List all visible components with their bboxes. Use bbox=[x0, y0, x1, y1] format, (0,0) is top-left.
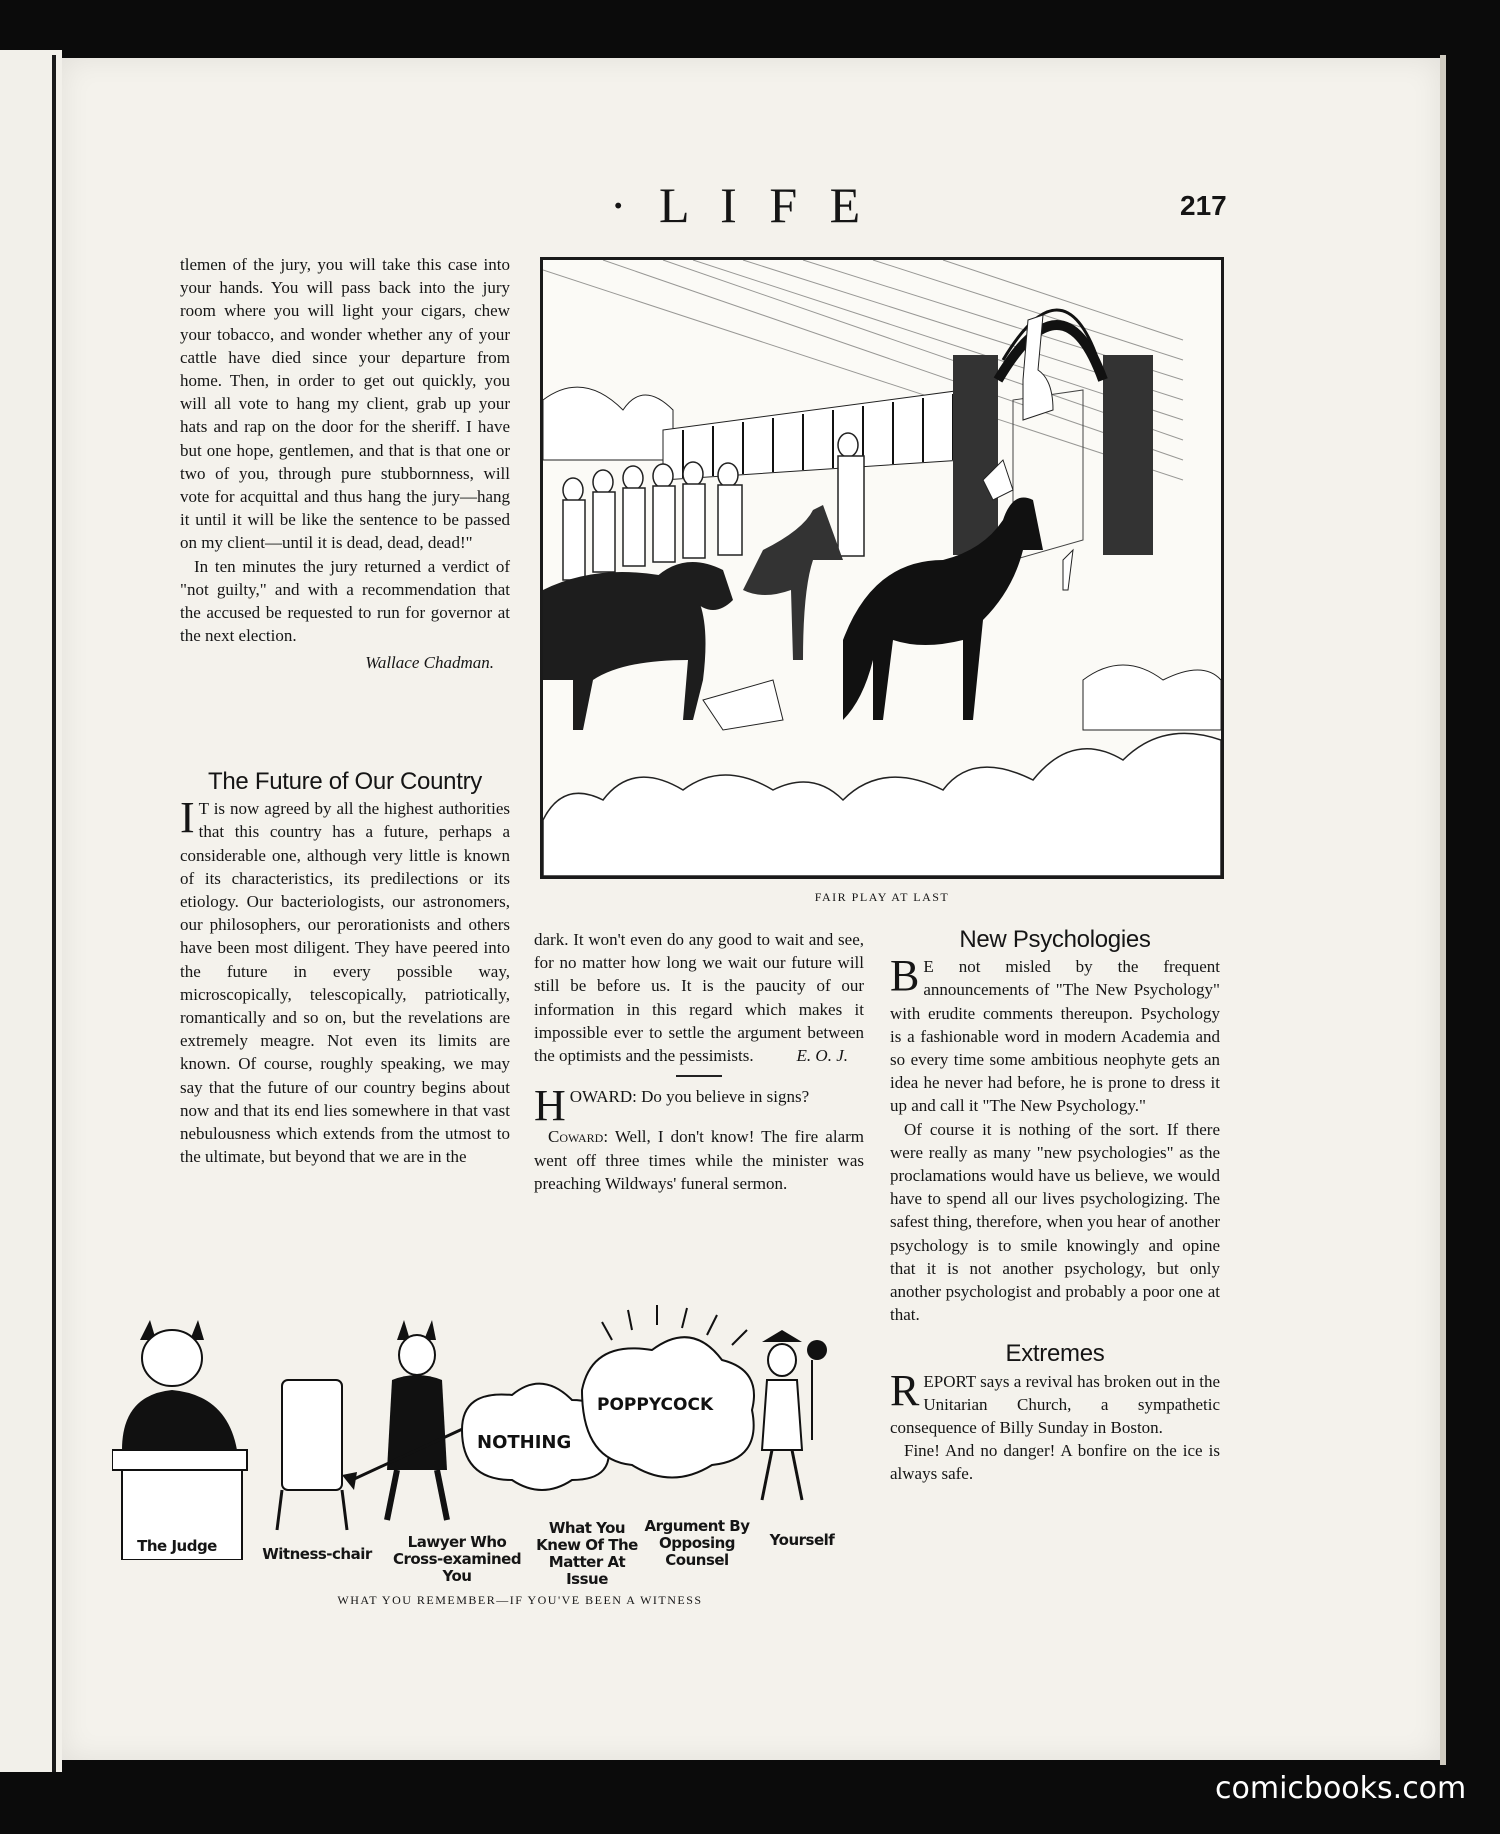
label-yourself: Yourself bbox=[769, 1531, 835, 1549]
poppycock-cloud bbox=[582, 1305, 754, 1478]
trial-paragraph-1: tlemen of the jury, you will take this case into your hands. You will pass back into the jury room where you will light your cigars, chew your tobacco, and wonder whether any of your cattle have died since your departure from home. Then, in order to get out quickly, you will all vote to hang my client, grab up your hats and rap on the door for the sheriff. I have but one hope, gentlemen, and that is that one or two of you, through pure stubbornness, will vote for acquittal and thus hang the jury—hang it until it will be like the sentence to be passed on my client—until it is dead, dead, dead!" bbox=[180, 255, 510, 553]
label-lawyer: Lawyer Who Cross-examined You bbox=[392, 1533, 522, 1585]
future-body-mid: dark. It won't even do any good to wait and see, for no matter how long we wait our future will still be before us. It is the paucity of our information in this regard which makes it impossible ever to settle the argument between the optimists and the pessimists. bbox=[534, 930, 864, 1066]
psychologies-p1: E not misled by the frequent announcements of "The New Psychology" with erudite comments thereupon. Psychology is a fashionable word in modern Academia and so every time some ambitious neophyte gets an idea he never had before, he is prone to dress it up and call it "The New Psychology." bbox=[890, 957, 1220, 1116]
fair-play-drawing bbox=[543, 260, 1221, 876]
witness-chair-figure bbox=[277, 1380, 347, 1530]
future-body-left: T is now agreed by all the highest authorities that this country has a future, perhaps a considerable one, although very little is known of its characteristics, its predilections or its etiology. Our bacteriologists, our astronomers, our philosophers, our perorationists and others have been most diligent. They have peered into the future in every possible way, microscopically, telescopically, patriotically, romantically and so on, but the revelations are extremely meagre. Not even its limits are known. Of course, roughly speaking, we may say that the future of our country begins about now and that its end lies somewhere in that vast nebulousness which extends from the utmost to the ultimate, but beyond that we are in the bbox=[180, 799, 510, 1167]
extremes-dropcap: R bbox=[890, 1365, 920, 1415]
masthead: · L I F E bbox=[609, 177, 871, 233]
binding-line bbox=[52, 55, 56, 1772]
middle-column bbox=[534, 928, 864, 1195]
witness-drawing bbox=[112, 1300, 872, 1560]
future-signature: E. O. J. bbox=[796, 1046, 848, 1066]
page-number: 217 bbox=[1180, 190, 1227, 221]
trial-paragraph-2: In ten minutes the jury returned a verdict of "not guilty," and with a recommendation that the accused be requested to run for governor at the next election. bbox=[180, 556, 510, 646]
future-dropcap: I bbox=[180, 793, 195, 843]
future-article bbox=[180, 770, 510, 1168]
extremes-p2: Fine! And no danger! A bonfire on the ice is always safe. bbox=[890, 1441, 1220, 1484]
coward-line: : Well, I don't know! The fire alarm went off three times while the minister was preaching Wildways' funeral sermon. bbox=[534, 1127, 864, 1193]
psychologies-heading: New Psychologies bbox=[959, 926, 1151, 953]
section-rule bbox=[676, 1075, 722, 1077]
fair-play-illustration bbox=[540, 257, 1224, 879]
trial-signature: Wallace Chadman. bbox=[365, 653, 494, 673]
judge-figure bbox=[112, 1320, 247, 1560]
witness-cartoon bbox=[112, 1300, 872, 1600]
extremes-p1: EPORT says a revival has broken out in the Unitarian Church, a sympathetic consequence of Billy Sunday in Boston. bbox=[890, 1371, 1220, 1438]
label-argument: Argument By Opposing Counsel bbox=[644, 1517, 750, 1569]
future-heading: The Future of Our Country bbox=[208, 768, 482, 795]
yourself-figure bbox=[762, 1330, 827, 1500]
psychologies-p2: Of course it is nothing of the sort. If there were really as many "new psychologies" as the proclamations would have us believe, we would have to spend all our lives psychologizing. The safest thing, therefore, when you hear of another psychology is to smile knowingly and opine that it is not another psychology, but only another psychologist and probably a poor one at that. bbox=[890, 1119, 1220, 1325]
fair-play-caption: FAIR PLAY AT LAST bbox=[814, 890, 950, 904]
label-what-you-knew: What You Knew Of The Matter At Issue bbox=[536, 1519, 638, 1588]
howard-line: OWARD: Do you believe in signs? bbox=[569, 1087, 810, 1107]
site-watermark: comicbooks.com bbox=[1215, 1771, 1467, 1806]
howard-dropcap: H bbox=[534, 1081, 566, 1131]
coward-speaker: Coward bbox=[548, 1127, 604, 1147]
psychologies-dropcap: B bbox=[890, 951, 920, 1001]
lawyer-figure bbox=[342, 1320, 482, 1520]
page-edge bbox=[1440, 55, 1446, 1765]
poppycock-label: POPPYCOCK bbox=[597, 1395, 714, 1415]
left-column-continuation bbox=[180, 253, 510, 675]
witness-caption: WHAT YOU REMEMBER—IF YOU'VE BEEN A WITNESS bbox=[337, 1593, 703, 1607]
psychologies-article bbox=[890, 928, 1220, 1486]
nothing-label: NOTHING bbox=[477, 1432, 572, 1453]
label-judge: The Judge bbox=[137, 1537, 217, 1555]
extremes-heading: Extremes bbox=[1005, 1340, 1105, 1368]
label-witness-chair: Witness-chair bbox=[262, 1545, 372, 1563]
